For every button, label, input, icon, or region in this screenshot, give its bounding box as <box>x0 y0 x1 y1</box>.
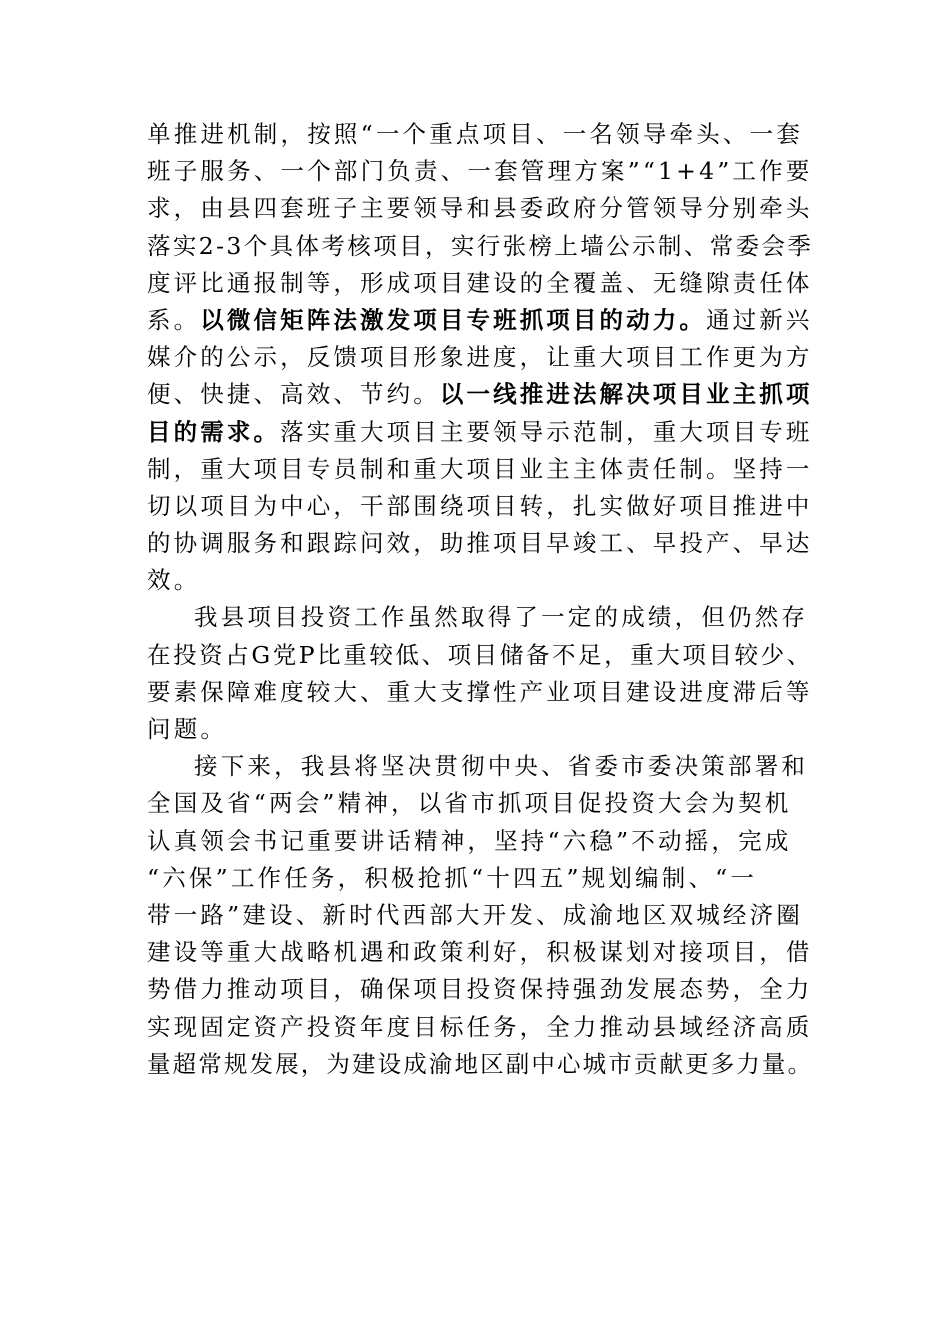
text-segment: 认真领会书记重要讲话精神，坚持“六稳”不动摇，完成 <box>147 826 792 855</box>
text-line <box>147 265 813 302</box>
text-segment: 班子服务、一个部门负责、一套管理方案”“1+4”工作要 <box>147 157 813 186</box>
text-line <box>147 823 813 860</box>
text-line <box>147 934 813 971</box>
text-line <box>147 562 813 599</box>
text-segment: “六保”工作任务，积极抢抓“十四五”规划编制、“一 <box>147 863 758 892</box>
paragraph-first-line <box>147 599 813 636</box>
text-line <box>147 414 813 451</box>
text-line <box>147 674 813 711</box>
text-segment: 全国及省“两会”精神，以省市抓项目促投资大会为契机 <box>147 789 792 818</box>
text-segment: 建设等重大战略机遇和政策利好，积极谋划对接项目，借 <box>147 938 813 967</box>
text-segment: 要素保障难度较大、重大支撑性产业项目建设进度滞后等 <box>147 677 813 706</box>
text-line <box>147 971 813 1008</box>
bold-heading-text: 以微信矩阵法激发项目专班抓项目的动力。 <box>200 305 707 334</box>
text-segment: 量超常规发展，为建设成渝地区副中心城市贡献更多力量。 <box>147 1049 814 1078</box>
text-line <box>147 1046 813 1083</box>
text-segment: 效。 <box>147 566 201 595</box>
text-line <box>147 190 813 227</box>
body-text <box>147 116 813 1083</box>
text-line <box>147 897 813 934</box>
text-line <box>147 637 813 674</box>
text-segment: 制，重大项目专员制和重大项目业主主体责任制。坚持一 <box>147 454 813 483</box>
text-segment: 的协调服务和跟踪问效，助推项目早竣工、早投产、早达 <box>147 529 813 558</box>
text-segment: 在投资占G党P比重较低、项目储备不足，重大项目较少、 <box>147 640 813 669</box>
text-line <box>147 860 813 897</box>
text-segment: 单推进机制，按照“一个重点项目、一名领导牵头、一套 <box>147 120 804 148</box>
text-line <box>147 376 813 413</box>
text-line <box>147 711 813 748</box>
text-segment: 我县项目投资工作虽然取得了一定的成绩，但仍然存 <box>194 603 809 632</box>
text-segment: 度评比通报制等，形成项目建设的全覆盖、无缝隙责任体 <box>147 268 813 297</box>
text-line <box>147 1009 813 1046</box>
text-line <box>147 339 813 376</box>
text-segment: 落实重大项目主要领导示范制，重大项目专班 <box>280 417 813 446</box>
text-segment: 势借力推动项目，确保项目投资保持强劲发展态势，全力 <box>147 975 813 1004</box>
text-segment: 实现固定资产投资年度目标任务，全力推动县域经济高质 <box>147 1012 813 1041</box>
text-segment: 落实2-3个具体考核项目，实行张榜上墙公示制、常委会季 <box>147 231 814 260</box>
text-segment: 系。 <box>147 305 201 334</box>
text-line <box>147 153 813 190</box>
paragraph-first-line <box>147 748 813 785</box>
text-segment: 媒介的公示，反馈项目形象进度，让重大项目工作更为方 <box>147 343 813 372</box>
text-line <box>147 488 813 525</box>
text-segment: 接下来，我县将坚决贯彻中央、省委市委决策部署和 <box>194 752 809 781</box>
text-line <box>147 451 813 488</box>
text-segment: 通过新兴 <box>706 305 813 334</box>
text-line <box>147 116 813 153</box>
text-segment: 带一路”建设、新时代西部大开发、成渝地区双城经济圈 <box>147 900 804 929</box>
bold-heading-text: 目的需求。 <box>147 417 281 446</box>
text-segment: 切以项目为中心，干部围绕项目转，扎实做好项目推进中 <box>147 491 813 520</box>
text-line <box>147 785 813 822</box>
text-line <box>147 525 813 562</box>
text-segment: 求，由县四套班子主要领导和县委政府分管领导分别牵头 <box>147 194 813 223</box>
text-line <box>147 302 813 339</box>
text-segment: 便、快捷、高效、节约。 <box>147 380 440 409</box>
text-segment: 问题。 <box>147 715 228 743</box>
text-line <box>147 228 813 265</box>
bold-heading-text: 以一线推进法解决项目业主抓项 <box>439 380 813 409</box>
